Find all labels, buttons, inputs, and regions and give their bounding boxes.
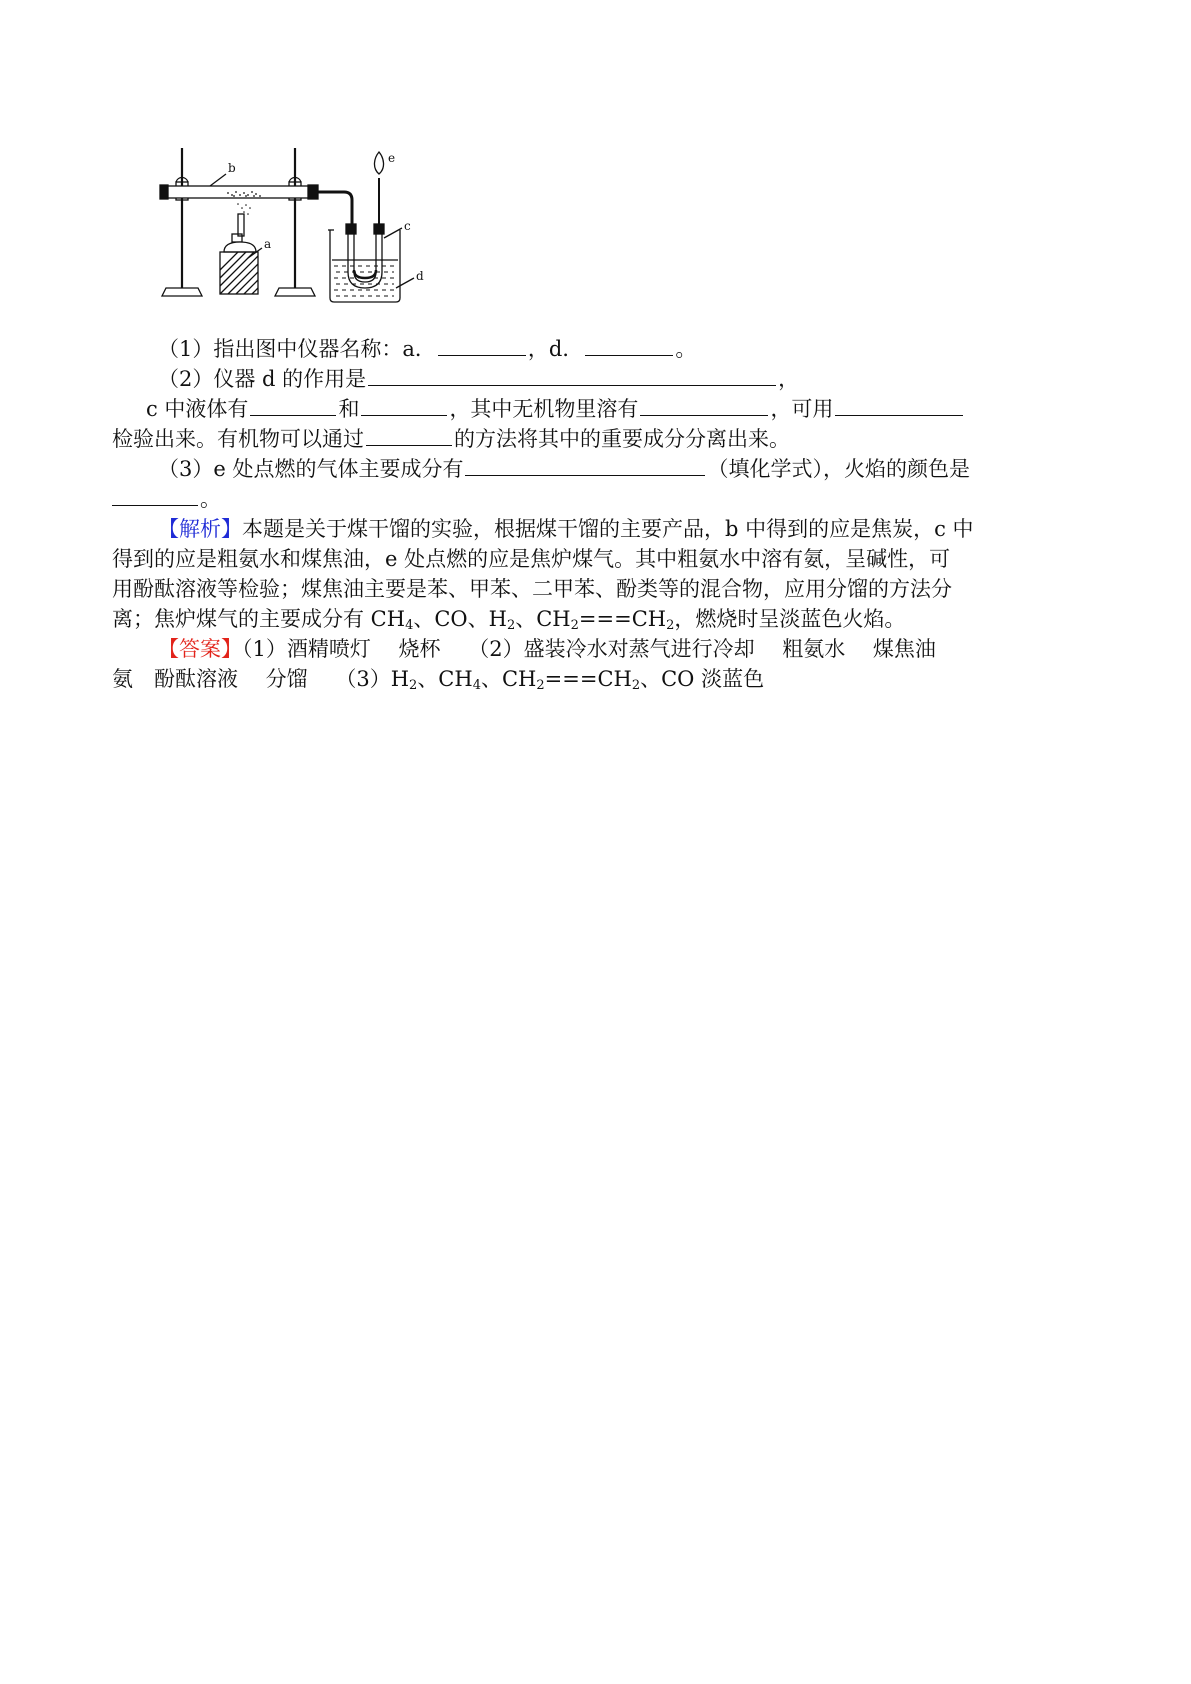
blank-gas-composition[interactable] [465, 455, 705, 476]
label-b: b [228, 161, 236, 175]
blank-flame-color[interactable] [112, 485, 198, 506]
analysis-line1: 【解析】本题是关于煤干馏的实验，根据煤干馏的主要产品，b 中得到的应是焦炭，c 中 [158, 517, 974, 541]
label-e: e [388, 151, 396, 165]
question-3-line2: 。 [112, 484, 221, 514]
question-2-line3: 检验出来。有机物可以通过 的方法将其中的重要成分分离出来。 [112, 427, 790, 451]
blank-d-function[interactable] [368, 365, 776, 386]
analysis-line4: 离；焦炉煤气的主要成分有 $CH_4$、CO、$H_2$、$CH_2===CH_2$，燃烧时呈淡蓝色火焰。 [112, 607, 906, 633]
blank-a[interactable] [438, 335, 526, 356]
blank-test-reagent[interactable] [835, 395, 963, 416]
blank-separation-method[interactable] [366, 425, 452, 446]
label-c: c [404, 219, 411, 233]
question-1: （1）指出图中仪器名称：a． ，d． 。 [158, 337, 697, 361]
answer-line1: 【答案】（1）酒精喷灯 烧杯 （2）盛装冷水对蒸气进行冷却 粗氨水 煤焦油 [158, 637, 936, 661]
blank-liquid-2[interactable] [361, 395, 447, 416]
analysis-line2: 得到的应是粗氨水和煤焦油，e 处点燃的应是焦炉煤气。其中粗氨水中溶有氨，呈碱性，可 [112, 547, 951, 571]
question-2-line2: c 中液体有 和 ，其中无机物里溶有 ，可用 [146, 394, 965, 424]
answer-line2: 氨 酚酞溶液 分馏 $(3)H_2$、$CH_4$、$CH_2===CH_2$、CO 淡蓝色 [112, 667, 765, 693]
blank-dissolved[interactable] [640, 395, 768, 416]
label-a: a [264, 237, 272, 251]
question-3-line1: （3）e 处点燃的气体主要成分有 （填化学式），火焰的颜色是 [158, 457, 970, 481]
analysis-tag: 【解析】 [158, 517, 242, 541]
label-d: d [416, 269, 424, 283]
answer-tag: 【答案】 [158, 637, 242, 661]
blank-liquid-1[interactable] [250, 395, 336, 416]
blank-d[interactable] [585, 335, 673, 356]
question-2-line1: （2）仪器 d 的作用是 ， [158, 367, 800, 391]
analysis-line3: 用酚酞溶液等检验；煤焦油主要是苯、甲苯、二甲苯、酚类等的混合物，应用分馏的方法分 [112, 577, 952, 601]
apparatus-diagram [158, 148, 460, 328]
